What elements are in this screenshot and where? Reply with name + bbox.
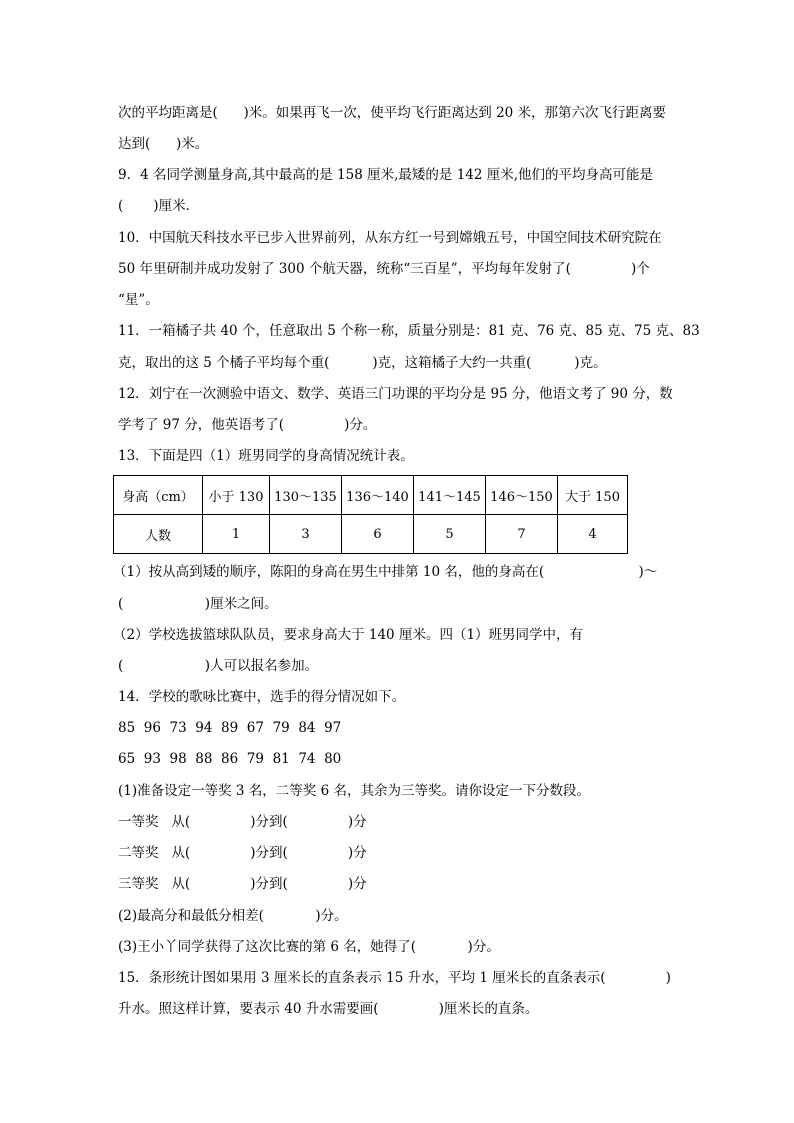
text-line: (2)最高分和最低分相差( )分。 [118, 908, 348, 924]
text-line: (1)准备设定一等奖 3 名，二等奖 6 名，其余为三等奖。请你设定一下分数段。 [118, 783, 590, 799]
question-12: 12．刘宁在一次测验中语文、数学、英语三门功课的平均分是 95 分，他语文考了 90 分，数 [118, 386, 673, 402]
text-line: （1）按从高到矮的顺序，陈阳的身高在男生中排第 10 名，他的身高在( )～ [113, 564, 658, 580]
table-row [114, 515, 628, 554]
table-header-cell: 141～145 [414, 476, 486, 515]
table-header-cell: 146～150 [486, 476, 558, 515]
text-line: 50 年里研制并成功发射了 300 个航天器，统称“三百星”，平均每年发射了( )个 [118, 261, 650, 277]
table-cell: 1 [203, 515, 270, 554]
text-line: 升水。照这样计算，要表示 40 升水需要画( )厘米长的直条。 [118, 1001, 539, 1017]
table-header-cell: 小于 130 [203, 476, 270, 515]
text-line: ( )人可以报名参加。 [118, 658, 319, 674]
table-cell: 3 [270, 515, 342, 554]
table-cell: 4 [558, 515, 628, 554]
question-15: 15．条形统计图如果用 3 厘米长的直条表示 15 升水，平均 1 厘米长的直条表示( ) [118, 970, 671, 986]
text-line: 三等奖 从( )分到( )分 [118, 876, 367, 892]
text-line: ( )厘米之间。 [118, 596, 278, 612]
table-row [114, 476, 628, 515]
question-13: 13．下面是四（1）班男同学的身高情况统计表。 [118, 448, 414, 464]
score-list: 65 93 98 88 86 79 81 74 80 [118, 751, 342, 767]
table-cell: 7 [486, 515, 558, 554]
text-line: 克，取出的这 5 个橘子平均每个重( )克，这箱橘子大约一共重( )克。 [118, 355, 607, 371]
text-line: 次的平均距离是( )米。如果再飞一次，使平均飞行距离达到 20 米，那第六次飞行距离要 [118, 105, 667, 121]
text-line: （2）学校选拔篮球队队员，要求身高大于 140 厘米。四（1）班男同学中，有 [113, 627, 584, 643]
text-line: “星”。 [118, 292, 159, 308]
text-line: 达到( )米。 [118, 136, 209, 152]
height-stats-table [113, 475, 628, 554]
table-cell: 人数 [114, 515, 203, 554]
text-line: 二等奖 从( )分到( )分 [118, 845, 367, 861]
text-line: ( )厘米． [118, 198, 200, 214]
question-10: 10．中国航天科技水平已步入世界前列，从东方红一号到嫦娥五号，中国空间技术研究院在 [118, 230, 662, 246]
text-line: 一等奖 从( )分到( )分 [118, 814, 367, 830]
text-line: (3)王小丫同学获得了这次比赛的第 6 名，她得了( )分。 [118, 939, 500, 955]
table-header-cell: 大于 150 [558, 476, 628, 515]
question-11: 11．一箱橘子共 40 个，任意取出 5 个称一称，质量分别是：81 克、76 克、85 克、75 克、83 [118, 323, 700, 339]
table-header-cell: 130～135 [270, 476, 342, 515]
table-cell: 5 [414, 515, 486, 554]
score-list: 85 96 73 94 89 67 79 84 97 [118, 720, 342, 736]
question-9: 9．4 名同学测量身高,其中最高的是 158 厘米,最矮的是 142 厘米,他们的平均身高可能是 [118, 167, 654, 183]
table-cell: 6 [342, 515, 414, 554]
table-header-cell: 136～140 [342, 476, 414, 515]
text-line: 学考了 97 分，他英语考了( )分。 [118, 417, 377, 433]
question-14: 14．学校的歌咏比赛中，选手的得分情况如下。 [118, 689, 406, 705]
table-header-cell: 身高（cm） [114, 476, 203, 515]
